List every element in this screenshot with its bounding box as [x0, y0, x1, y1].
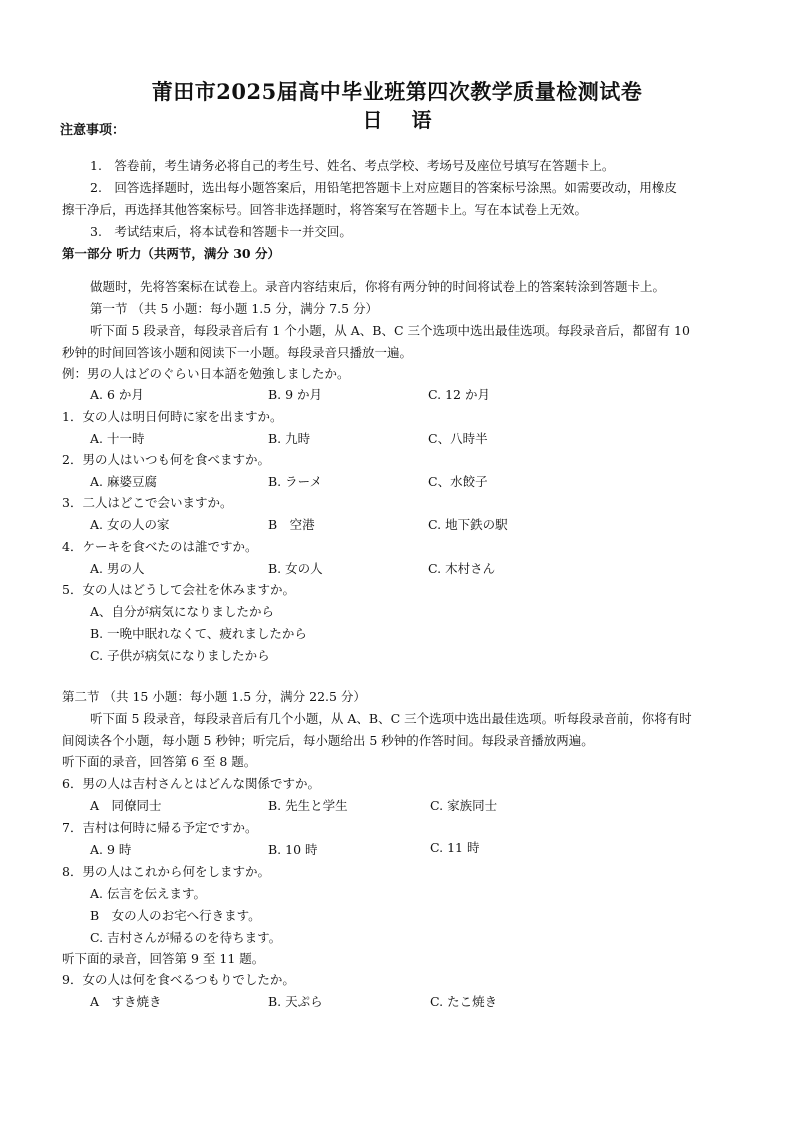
audio-instruction: 听下面的录音，回答第 6 至 8 题。 — [62, 754, 257, 769]
q2-option-c: C、水餃子 — [428, 474, 488, 489]
audio-instruction: 听下面的录音，回答第 9 至 11 题。 — [62, 951, 265, 966]
q3-option-b: B 空港 — [268, 517, 315, 532]
section2-heading: 第二节 （共 15 小题：每小题 1.5 分，满分 22.5 分） — [62, 689, 366, 704]
q5-option-b: B. 一晩中眠れなくて、疲れましたから — [90, 626, 307, 641]
q2-option-a: A. 麻婆豆腐 — [90, 474, 157, 489]
page-title: 莆田市2025届高中毕业班第四次教学质量检测试卷 — [151, 79, 643, 104]
q6-option-c: C. 家族同士 — [430, 798, 498, 813]
question-4: 4．ケーキを食べたのは誰ですか。 — [62, 539, 258, 554]
section1-instructions: 听下面 5 段录音，每段录音后有 1 个小题，从 A、B、C 三个选项中选出最佳选项。每段录音后，都留有 10 — [90, 323, 690, 338]
q4-option-a: A. 男の人 — [90, 561, 145, 576]
notice-heading: 注意事项： — [60, 123, 126, 138]
example-option-a: A. 6 か月 — [90, 387, 144, 402]
q8-option-b: B 女の人のお宅へ行きます。 — [90, 908, 261, 923]
section2-instructions: 听下面 5 段录音，每段录音后有几个小题，从 A、B、C 三个选项中选出最佳选项。听每段录音前，你将有时 — [90, 711, 692, 726]
q7-option-b: B. 10 時 — [268, 842, 318, 857]
q6-option-b: B. 先生と学生 — [268, 798, 348, 813]
q4-option-b: B. 女の人 — [268, 561, 323, 576]
section1-heading: 第一节 （共 5 小题：每小题 1.5 分，满分 7.5 分） — [90, 301, 379, 316]
notice-item: 擦干净后，再选择其他答案标号。回答非选择题时，将答案写在答题卡上。写在本试卷上无效。 — [62, 202, 588, 217]
example-option-c: C. 12 か月 — [428, 387, 490, 402]
q5-option-c: C. 子供が病気になりましたから — [90, 648, 270, 663]
part1-heading: 第一部分 听力（共两节，满分 30 分） — [62, 246, 280, 261]
q1-option-b: B. 九時 — [268, 431, 311, 446]
q4-option-c: C. 木村さん — [428, 561, 496, 576]
question-8: 8．男の人はこれから何をしますか。 — [62, 864, 270, 879]
q9-option-a: A すき焼き — [90, 994, 162, 1009]
q7-option-a: A. 9 時 — [90, 842, 132, 857]
question-1: 1．女の人は明日何時に家を出ますか。 — [62, 409, 283, 424]
q1-option-c: C、八時半 — [428, 431, 488, 446]
section1-instructions: 秒钟的时间回答该小题和阅读下一小题。每段录音只播放一遍。 — [62, 345, 413, 360]
subject-title: 日 语 — [362, 108, 432, 132]
q6-option-a: A 同僚同士 — [90, 798, 162, 813]
example-question: 例：男の人はどのぐらい日本語を勉強しましたか。 — [62, 366, 350, 381]
q5-option-a: A、自分が病気になりましたから — [90, 604, 275, 619]
question-6: 6．男の人は吉村さんとはどんな関係ですか。 — [62, 776, 320, 791]
q8-option-c: C. 吉村さんが帰るのを待ちます。 — [90, 930, 282, 945]
section2-instructions: 间阅读各个小题，每小题 5 秒钟；听完后，每小题给出 5 秒钟的作答时间。每段录音播放两遍。 — [62, 733, 594, 748]
example-option-b: B. 9 か月 — [268, 387, 323, 402]
q9-option-c: C. たこ焼き — [430, 994, 498, 1009]
q7-option-c: C. 11 時 — [430, 840, 480, 855]
notice-item: 3. 考试结束后，将本试卷和答题卡一并交回。 — [90, 224, 352, 239]
question-7: 7．吉村は何時に帰る予定ですか。 — [62, 820, 258, 835]
question-9: 9．女の人は何を食べるつもりでしたか。 — [62, 972, 295, 987]
part1-intro: 做题时，先将答案标在试卷上。录音内容结束后，你将有两分钟的时间将试卷上的答案转涂到答题卡上。 — [90, 279, 666, 294]
q9-option-b: B. 天ぷら — [268, 994, 323, 1009]
q3-option-c: C. 地下鉄の駅 — [428, 517, 508, 532]
question-5: 5．女の人はどうして会社を休みますか。 — [62, 582, 295, 597]
notice-item: 2. 回答选择题时，选出每小题答案后，用铅笔把答题卡上对应题目的答案标号涂黑。如需要改动，用橡皮 — [90, 180, 677, 195]
question-3: 3．二人はどこで会いますか。 — [62, 495, 233, 510]
q2-option-b: B. ラーメ — [268, 474, 323, 489]
question-2: 2．男の人はいつも何を食べますか。 — [62, 452, 270, 467]
q3-option-a: A. 女の人の家 — [90, 517, 170, 532]
notice-item: 1. 答卷前，考生请务必将自己的考生号、姓名、考点学校、考场号及座位号填写在答题卡上。 — [90, 158, 615, 173]
q8-option-a: A. 伝言を伝えます。 — [90, 886, 206, 901]
q1-option-a: A. 十一時 — [90, 431, 145, 446]
